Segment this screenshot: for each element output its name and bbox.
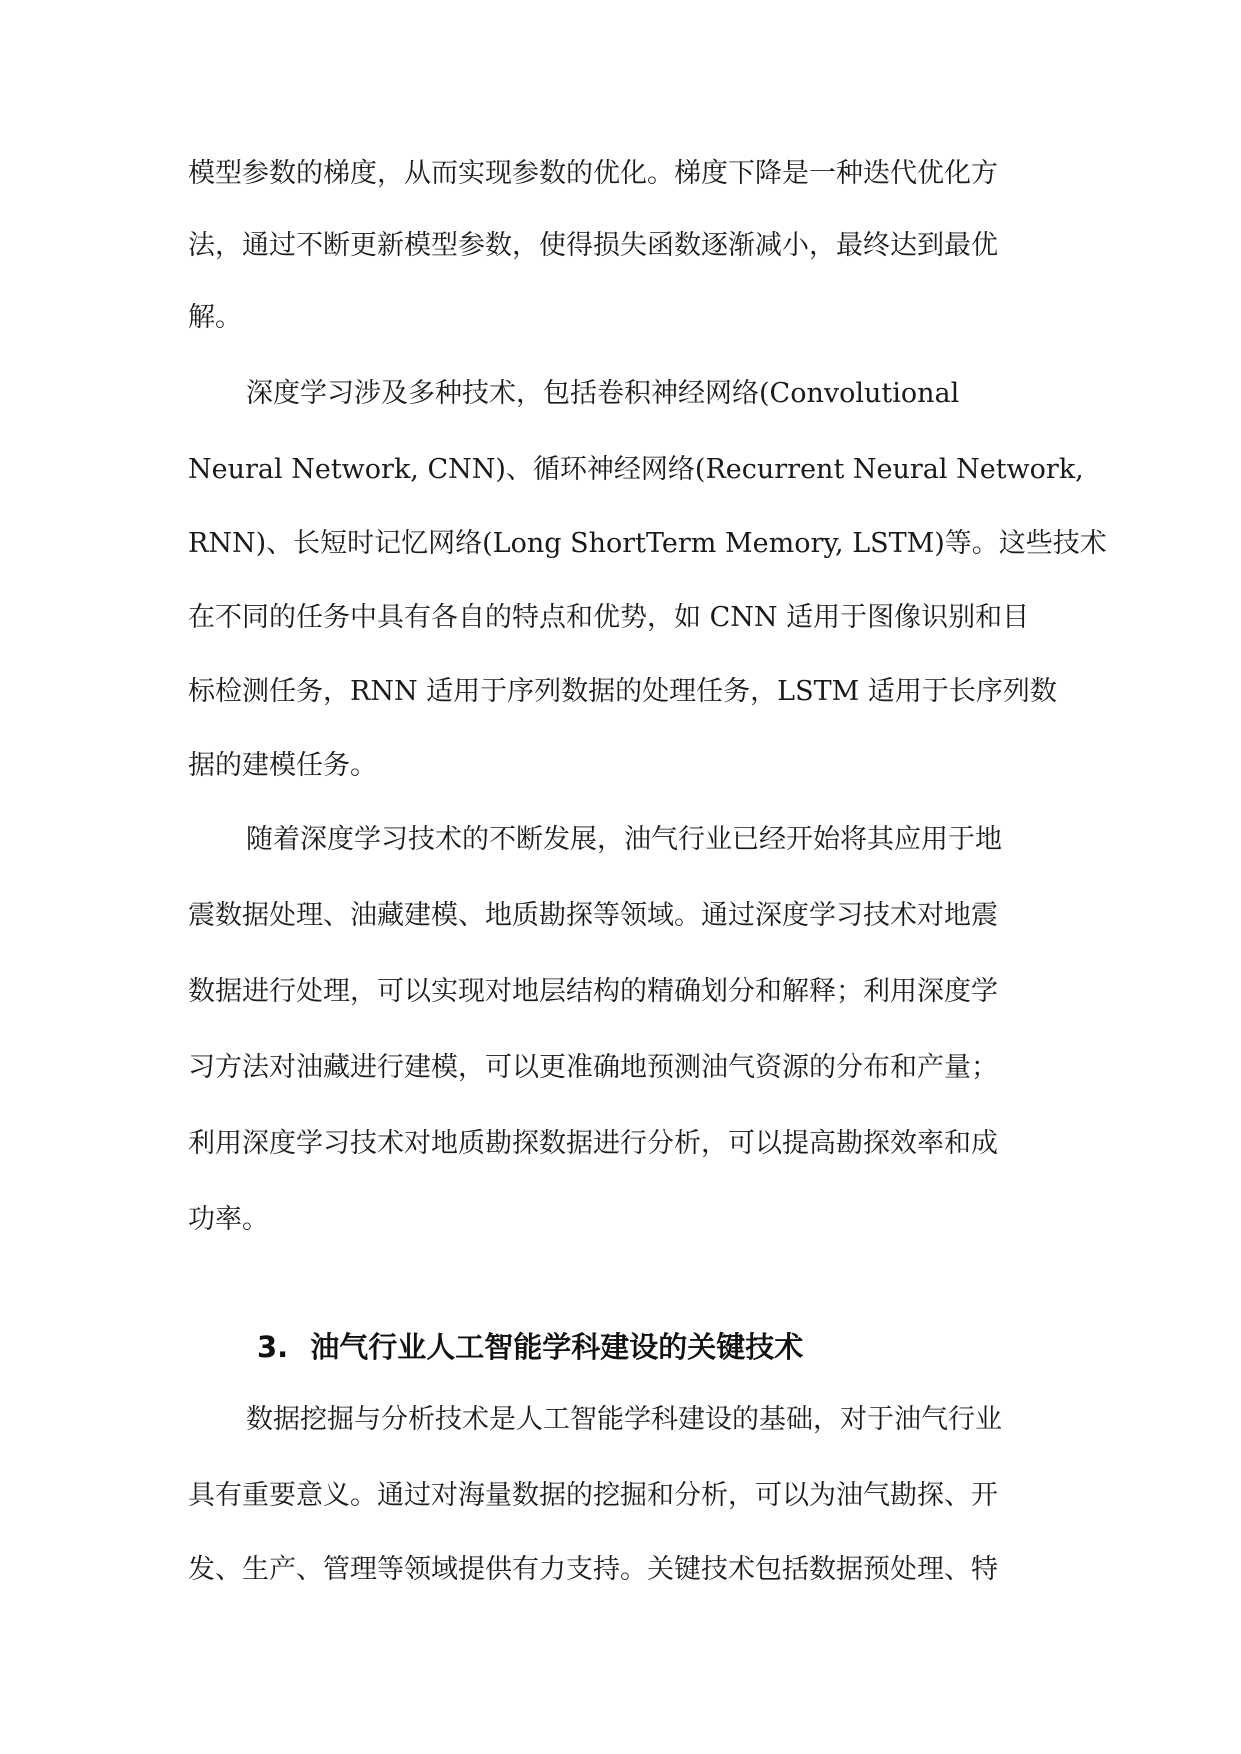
paragraph-3-line-5: 利用深度学习技术对地质勘探数据进行分析，可以提高勘探效率和成	[188, 1128, 998, 1159]
paragraph-2-line-1: 深度学习涉及多种技术，包括卷积神经网络(Convolutional	[246, 378, 960, 409]
paragraph-2-line-3: RNN)、长短时记忆网络(Long ShortTerm Memory, LSTM)等。这些技术	[188, 528, 1107, 559]
paragraph-1-line-3: 解。	[188, 302, 242, 333]
paragraph-2-line-2: Neural Network, CNN)、循环神经网络(Recurrent Neural Network,	[188, 454, 1084, 485]
section-number: 3.	[257, 1330, 289, 1364]
section-title: 油气行业人工智能学科建设的关键技术	[310, 1330, 804, 1364]
paragraph-1-line-2: 法，通过不断更新模型参数，使得损失函数逐渐减小，最终达到最优	[188, 230, 998, 261]
paragraph-2-line-5: 标检测任务，RNN 适用于序列数据的处理任务，LSTM 适用于长序列数	[188, 676, 1057, 707]
paragraph-3-line-4: 习方法对油藏进行建模，可以更准确地预测油气资源的分布和产量；	[188, 1052, 998, 1083]
paragraph-3-line-3: 数据进行处理，可以实现对地层结构的精确划分和解释；利用深度学	[188, 976, 998, 1007]
section-heading	[257, 1322, 803, 1372]
paragraph-2-line-6: 据的建模任务。	[188, 750, 377, 781]
paragraph-3-line-1: 随着深度学习技术的不断发展，油气行业已经开始将其应用于地	[246, 824, 1002, 855]
paragraph-2-line-4: 在不同的任务中具有各自的特点和优势，如 CNN 适用于图像识别和目	[188, 602, 1030, 633]
paragraph-4-line-3: 发、生产、管理等领域提供有力支持。关键技术包括数据预处理、特	[188, 1554, 998, 1585]
paragraph-1-line-1: 模型参数的梯度，从而实现参数的优化。梯度下降是一种迭代优化方	[188, 158, 998, 189]
paragraph-4-line-1: 数据挖掘与分析技术是人工智能学科建设的基础，对于油气行业	[246, 1404, 1002, 1435]
paragraph-3-line-6: 功率。	[188, 1204, 269, 1235]
paragraph-3-line-2: 震数据处理、油藏建模、地质勘探等领域。通过深度学习技术对地震	[188, 900, 998, 931]
paragraph-4-line-2: 具有重要意义。通过对海量数据的挖掘和分析，可以为油气勘探、开	[188, 1480, 998, 1511]
